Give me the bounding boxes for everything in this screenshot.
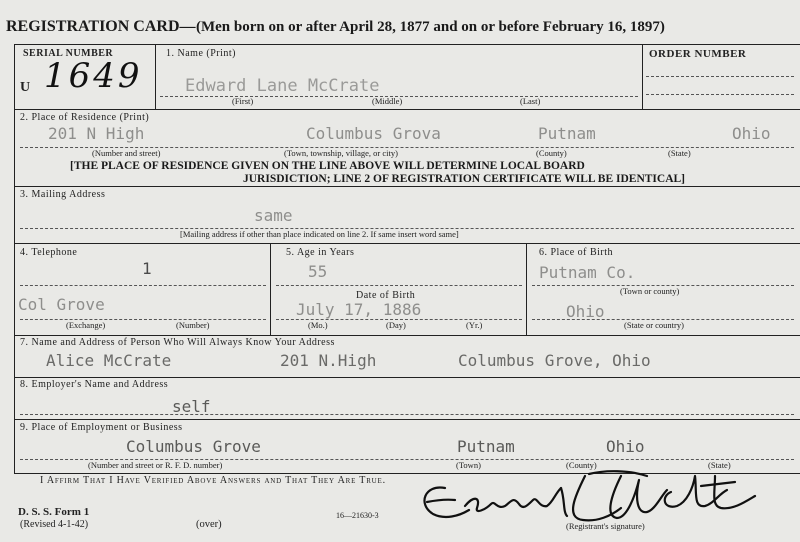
rule-row2 [14,186,800,187]
employment-sub-street: (Number and street or R. F. D. number) [88,460,223,470]
residence-sub-county: (County) [536,148,567,158]
card-title: REGISTRATION CARD— [6,18,196,35]
form-revised: (Revised 4-1-42) [20,519,89,530]
telephone-line-1 [20,285,266,286]
residence-sub-street: (Number and street) [92,148,161,158]
form-number: D. S. S. Form 1 [18,506,90,518]
order-label: ORDER NUMBER [649,48,747,60]
employment-sub-state: (State) [708,460,731,470]
residence-county: Putnam [538,124,596,143]
rule-top [14,44,800,45]
birthplace-sub-county: (Town or county) [620,286,680,296]
eligibility-text: (Men born on or after April 28, 1877 and on or before February 16, 1897) [196,19,665,35]
order-line-1 [646,76,794,77]
employment-sub-county: (County) [566,460,597,470]
dob-sub-yr: (Yr.) [466,320,483,330]
residence-sub-state: (State) [668,148,691,158]
residence-sub-town: (Town, township, village, or city) [284,148,398,158]
contact-name: Alice McCrate [46,351,172,370]
residence-notice-1: [THE PLACE OF RESIDENCE GIVEN ON THE LINE ABOVE WILL DETERMINE LOCAL BOARD [70,160,585,172]
age-label: 5. Age in Years [286,247,355,258]
form-code: 16—21630-3 [336,511,379,520]
name-sub-first: (First) [232,96,254,106]
affirmation-text: I Affirm That I Have Verified Above Answers and That They Are True. [40,475,386,486]
birthplace-state: Ohio [566,302,605,321]
employment-street: Columbus Grove [126,437,261,456]
serial-number: 1649 [44,56,143,96]
dob-sub-day: (Day) [386,320,406,330]
form-over: (over) [196,519,222,530]
birthplace-county: Putnam Co. [539,263,636,282]
rule-row4 [14,335,800,336]
serial-label: SERIAL NUMBER [23,48,114,59]
employment-sub-town: (Town) [456,460,481,470]
employer-value: self [172,397,211,416]
telephone-label: 4. Telephone [20,247,78,258]
rule-age-birth [526,243,527,335]
name-sub-last: (Last) [520,96,541,106]
rule-row7 [14,377,800,378]
telephone-line-2 [20,319,266,320]
dob-value: July 17, 1886 [296,300,422,319]
age-line [276,285,522,286]
name-sub-middle: (Middle) [372,96,403,106]
residence-state: Ohio [732,124,771,143]
residence-street: 201 N High [48,124,145,143]
telephone-number: 1 [142,259,152,278]
signature-caption: (Registrant's signature) [566,521,645,531]
rule-serial-name [155,44,156,109]
employer-line [20,414,794,415]
employment-state: Ohio [606,437,645,456]
telephone-exchange: Col Grove [18,295,105,314]
birthplace-label: 6. Place of Birth [539,247,614,258]
contact-label: 7. Name and Address of Person Who Will Always Know Your Address [20,337,335,348]
registrant-signature [415,466,765,532]
name-label: 1. Name (Print) [166,48,236,59]
residence-label: 2. Place of Residence (Print) [20,112,150,123]
residence-notice-2: JURISDICTION; LINE 2 OF REGISTRATION CERTIFICATE WILL BE IDENTICAL] [243,173,686,185]
rule-row1 [14,109,800,110]
mailing-label: 3. Mailing Address [20,189,106,200]
dob-label: Date of Birth [356,290,416,301]
order-line-2 [646,94,794,95]
telephone-sub-number: (Number) [176,320,210,330]
dob-sub-mo: (Mo.) [308,320,328,330]
contact-address: 201 N.High [280,351,377,370]
rule-name-order [642,44,643,109]
employment-town: Putnam [457,437,515,456]
employer-label: 8. Employer's Name and Address [20,379,169,390]
residence-town: Columbus Grova [306,124,441,143]
name-value: Edward Lane McCrate [185,76,380,96]
rule-row3 [14,243,800,244]
telephone-sub-exchange: (Exchange) [66,320,106,330]
rule-row8 [14,419,800,420]
birthplace-sub-state: (State or country) [624,320,684,330]
age-value: 55 [308,262,328,281]
mailing-value: same [254,206,293,225]
mailing-sub: [Mailing address if other than place indicated on line 2. If same insert word same] [180,229,459,239]
contact-city: Columbus Grove, Ohio [458,351,651,370]
rule-tel-age [270,243,271,335]
serial-prefix: U [20,80,31,95]
employment-label: 9. Place of Employment or Business [20,422,183,433]
